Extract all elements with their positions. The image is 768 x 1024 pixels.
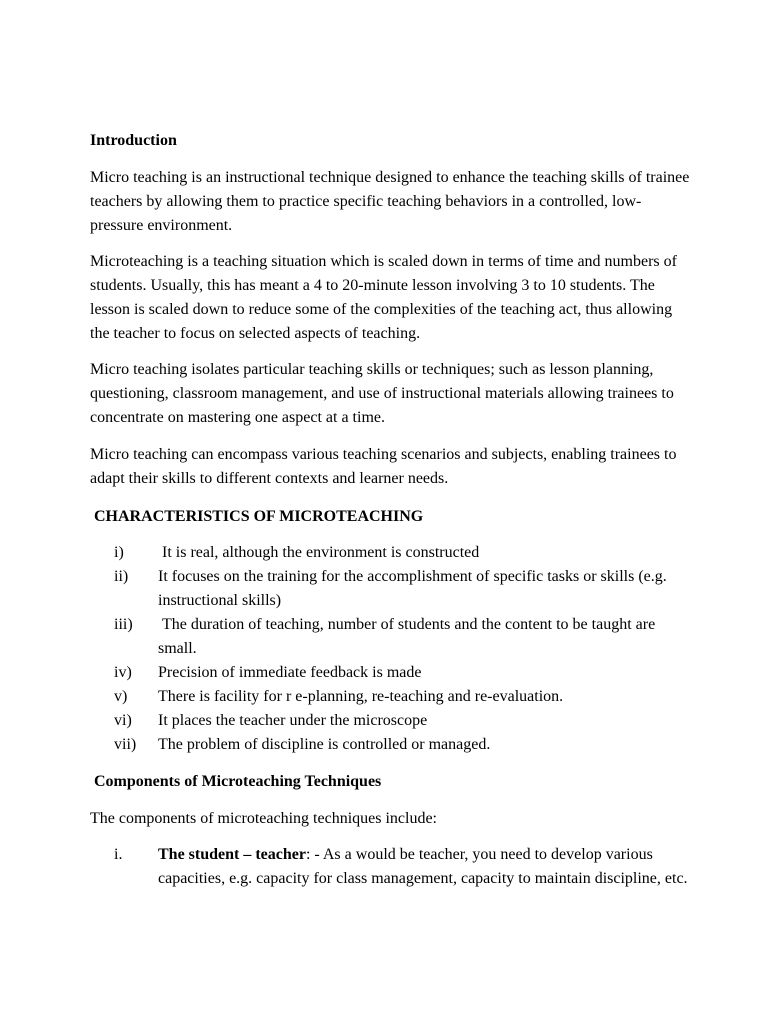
list-text: The problem of discipline is controlled or managed.	[158, 736, 491, 753]
components-intro: The components of microteaching techniques include:	[90, 810, 437, 827]
list-text: It places the teacher under the microscope	[158, 712, 428, 729]
list-text: The duration of teaching, number of students and the content to be taught are small.	[158, 616, 660, 657]
list-number: iii)	[114, 616, 133, 633]
list-number: i.	[114, 846, 123, 863]
list-number: ii)	[114, 568, 129, 585]
list-text: It focuses on the training for the accomplishment of specific tasks or skills (e.g. instructional skills)	[158, 568, 667, 609]
list-text: Precision of immediate feedback is made	[158, 664, 422, 681]
list-text	[158, 843, 688, 891]
intro-paragraph-2: Microteaching is a teaching situation which is scaled down in terms of time and numbers of students. Usually, this has meant a 4 to 20-minute lesson involving 3 to 10 students. The lesson is scaled down to reduce some of the complexities of the teaching act, thus allowing the teacher to focus on selected aspects of teaching.	[90, 253, 677, 342]
list-text: It is real, although the environment is constructed	[158, 544, 480, 561]
intro-paragraph-4: Micro teaching can encompass various teaching scenarios and subjects, enabling trainees to adapt their skills to different contexts and learner needs.	[90, 446, 677, 487]
list-number: vi)	[114, 712, 132, 729]
component-term: The student – teacher	[158, 846, 306, 863]
list-number: iv)	[114, 664, 132, 681]
list-number: v)	[114, 688, 128, 705]
component-description: : - As a would be teacher, you need to develop various capacities, e.g. capacity for class management, capacity to maintain discipline, etc.	[158, 846, 688, 887]
components-heading: Components of Microteaching Techniques	[94, 773, 382, 790]
list-text: There is facility for r e-planning, re-teaching and re-evaluation.	[158, 688, 564, 705]
intro-heading: Introduction	[90, 132, 177, 149]
list-number: i)	[114, 544, 124, 561]
characteristics-heading: CHARACTERISTICS OF MICROTEACHING	[94, 508, 424, 525]
list-number: vii)	[114, 736, 137, 753]
intro-paragraph-1: Micro teaching is an instructional technique designed to enhance the teaching skills of trainee teachers by allowing them to practice specific teaching behaviors in a controlled, low-pressure environment.	[90, 169, 690, 234]
intro-paragraph-3: Micro teaching isolates particular teaching skills or techniques; such as lesson planning, questioning, classroom management, and use of instructional materials allowing trainees to concentrate on mastering one aspect at a time.	[90, 361, 674, 426]
